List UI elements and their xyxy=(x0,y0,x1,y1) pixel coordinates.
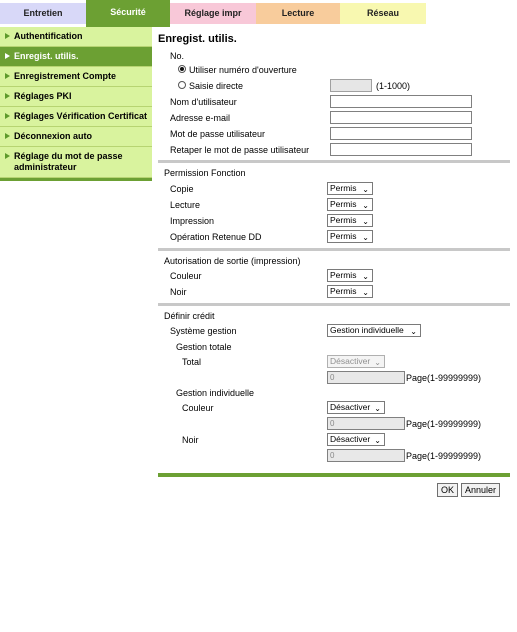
tab-securite[interactable]: Sécurité xyxy=(86,0,170,27)
credit-section-title: Définir crédit xyxy=(164,311,215,321)
arrow-right-icon xyxy=(5,33,10,39)
chevron-down-icon: ⌄ xyxy=(362,272,369,281)
tab-reglage-impr[interactable]: Réglage impr xyxy=(170,3,256,24)
sidebar-item-authentification[interactable] xyxy=(0,27,152,47)
direct-number-field[interactable] xyxy=(330,79,372,92)
email-field[interactable] xyxy=(330,111,472,124)
section-divider xyxy=(158,160,510,163)
ok-button[interactable]: OK xyxy=(437,483,458,497)
credit-select-couleur[interactable]: Désactiver ⌄ xyxy=(327,401,385,414)
arrow-right-icon xyxy=(5,93,10,99)
perm-select-lecture[interactable]: Permis ⌄ xyxy=(327,198,373,211)
perm-label-lecture: Lecture xyxy=(170,200,201,210)
main-panel xyxy=(158,27,510,507)
total-select[interactable]: Désactiver ⌄ xyxy=(327,355,385,368)
perm-select-impression[interactable]: Permis ⌄ xyxy=(327,214,373,227)
section-divider xyxy=(158,248,510,251)
radio-direct-label: Saisie directe xyxy=(189,81,244,91)
arrow-right-icon xyxy=(5,113,10,119)
output-select-couleur[interactable]: Permis ⌄ xyxy=(327,269,373,282)
field-label-password-confirm: Retaper le mot de passe utilisateur xyxy=(170,145,310,155)
sidebar-item-reglages-pki[interactable] xyxy=(0,87,152,107)
credit-label-couleur: Couleur xyxy=(182,403,214,413)
sidebar-item-mot-de-passe-admin[interactable] xyxy=(0,147,152,178)
chevron-down-icon: ⌄ xyxy=(374,436,381,445)
total-page-range: Page(1-99999999) xyxy=(406,373,482,383)
chevron-down-icon: ⌄ xyxy=(362,288,369,297)
credit-noir-page-range: Page(1-99999999) xyxy=(406,451,482,461)
chevron-down-icon: ⌄ xyxy=(410,327,417,336)
sidebar-item-deconnexion-auto[interactable] xyxy=(0,127,152,147)
field-label-email: Adresse e-mail xyxy=(170,113,231,123)
chevron-down-icon: ⌄ xyxy=(362,185,369,194)
perm-select-copie[interactable]: Permis ⌄ xyxy=(327,182,373,195)
indiv-mgmt-label: Gestion individuelle xyxy=(176,388,255,398)
output-select-noir[interactable]: Permis ⌄ xyxy=(327,285,373,298)
top-tab-bar xyxy=(0,0,517,24)
sidebar-item-label: Réglages PKI xyxy=(14,91,72,101)
chevron-down-icon: ⌄ xyxy=(362,201,369,210)
sidebar-item-label: Enregist. utilis. xyxy=(14,51,79,61)
username-field[interactable] xyxy=(330,95,472,108)
sidebar-item-enregistrement-compte[interactable] xyxy=(0,67,152,87)
arrow-right-icon xyxy=(5,73,10,79)
section-divider xyxy=(158,303,510,306)
cancel-button[interactable]: Annuler xyxy=(461,483,500,497)
total-input[interactable]: 0 xyxy=(327,371,405,384)
sidebar-divider xyxy=(0,178,152,181)
tab-lecture[interactable]: Lecture xyxy=(256,3,340,24)
sidebar-item-label: Déconnexion auto xyxy=(14,131,93,141)
system-select[interactable]: Gestion individuelle ⌄ xyxy=(327,324,421,337)
sidebar-item-enregist-utilis[interactable] xyxy=(0,47,152,67)
radio-direct-input[interactable] xyxy=(178,81,186,89)
chevron-down-icon: ⌄ xyxy=(374,358,381,367)
total-mgmt-label: Gestion totale xyxy=(176,342,232,352)
sidebar-item-label: Réglages Vérification Certificat xyxy=(14,111,148,121)
sidebar-item-verification-certificat[interactable] xyxy=(0,107,152,127)
perm-label-impression: Impression xyxy=(170,216,215,226)
perm-select-retenue-dd[interactable]: Permis ⌄ xyxy=(327,230,373,243)
credit-select-noir[interactable]: Désactiver ⌄ xyxy=(327,433,385,446)
page-title: Enregist. utilis. xyxy=(158,33,237,45)
field-label-username: Nom d'utilisateur xyxy=(170,97,237,107)
sidebar xyxy=(0,27,152,181)
total-label: Total xyxy=(182,357,202,367)
no-label: No. xyxy=(170,51,185,61)
output-label-couleur: Couleur xyxy=(170,271,202,281)
output-label-noir: Noir xyxy=(170,287,187,297)
footer-divider xyxy=(158,473,510,477)
output-section-title: Autorisation de sortie (impression) xyxy=(164,256,301,266)
perm-label-copie: Copie xyxy=(170,184,194,194)
arrow-right-icon xyxy=(5,53,10,59)
password-field[interactable] xyxy=(330,127,472,140)
sidebar-item-label: Réglage du mot de passe administrateur xyxy=(14,151,123,172)
permission-section-title: Permission Fonction xyxy=(164,168,246,178)
direct-range-label: (1-1000) xyxy=(376,81,411,91)
tab-reseau[interactable]: Réseau xyxy=(340,3,426,24)
chevron-down-icon: ⌄ xyxy=(374,404,381,413)
tab-entretien[interactable]: Entretien xyxy=(0,3,86,24)
credit-label-noir: Noir xyxy=(182,435,199,445)
arrow-right-icon xyxy=(5,133,10,139)
sidebar-item-label: Authentification xyxy=(14,31,83,41)
credit-couleur-page-range: Page(1-99999999) xyxy=(406,419,482,429)
radio-auto-label: Utiliser numéro d'ouverture xyxy=(189,65,297,75)
sidebar-item-label: Enregistrement Compte xyxy=(14,71,117,81)
perm-label-retenue-dd: Opération Retenue DD xyxy=(170,232,262,242)
chevron-down-icon: ⌄ xyxy=(362,233,369,242)
chevron-down-icon: ⌄ xyxy=(362,217,369,226)
field-label-password: Mot de passe utilisateur xyxy=(170,129,266,139)
system-label: Système gestion xyxy=(170,326,237,336)
password-confirm-field[interactable] xyxy=(330,143,472,156)
credit-input-noir[interactable]: 0 xyxy=(327,449,405,462)
credit-input-couleur[interactable]: 0 xyxy=(327,417,405,430)
radio-auto-number[interactable] xyxy=(178,65,186,73)
arrow-right-icon xyxy=(5,153,10,159)
